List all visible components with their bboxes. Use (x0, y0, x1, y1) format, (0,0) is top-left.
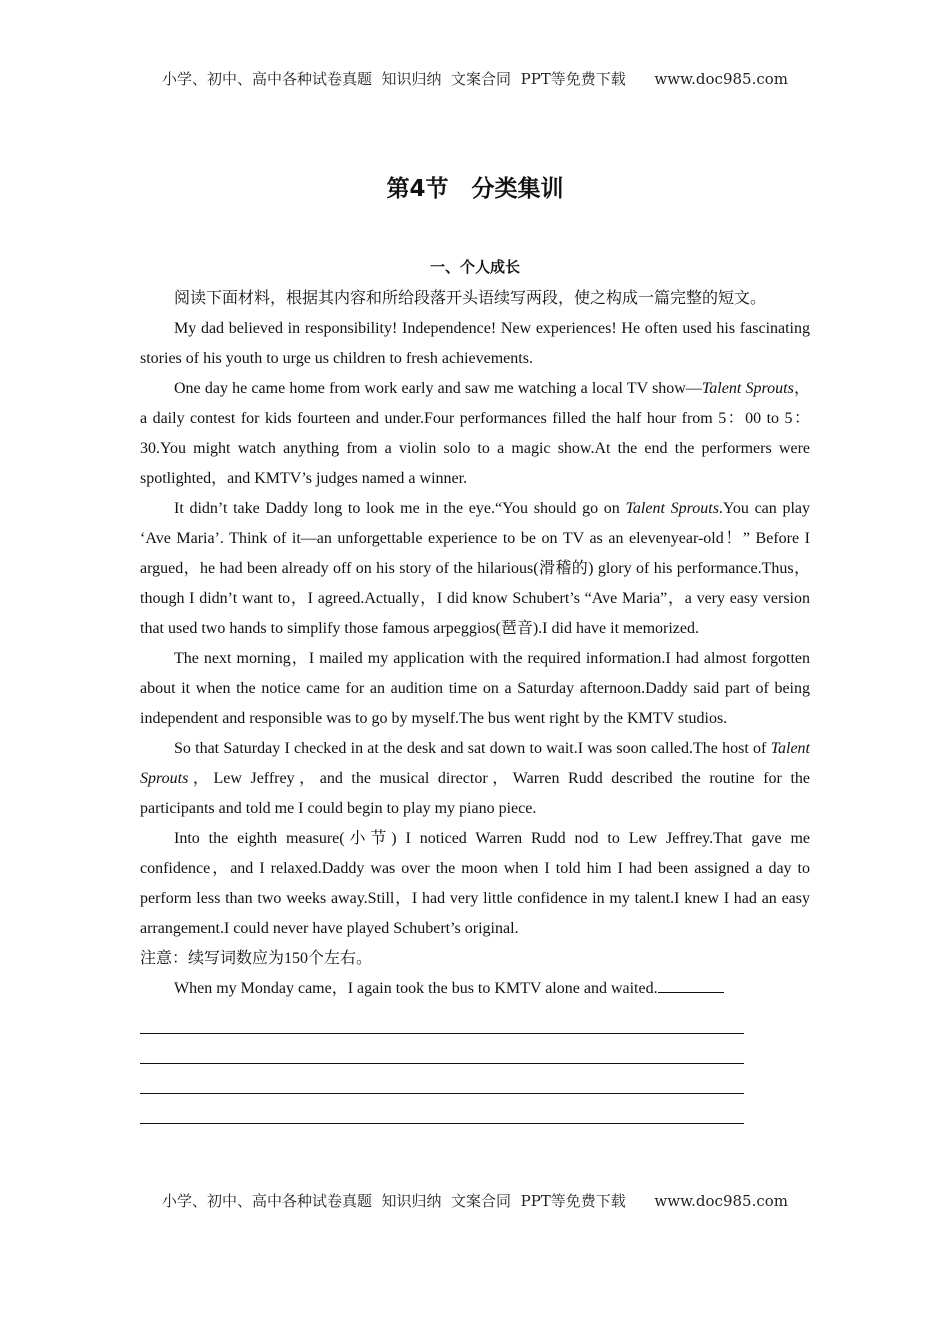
answer-line[interactable] (140, 1034, 744, 1064)
paragraph-1: My dad believed in responsibility! Independence! New experiences! He often used his fascinating stories of his youth to urge us children to fresh achievements. (140, 320, 810, 367)
answer-line[interactable] (140, 1094, 744, 1124)
header-url: www.doc985.com (654, 70, 788, 88)
paragraph-2: One day he came home from work early and saw me watching a local TV show—Talent Sprouts，a daily contest for kids fourteen and under.Four performances filled the half hour from 5：00 to 5：30.You might watch anything from a violin solo to a magic show.At the end the performers were spotlighted，and KMTV’s judges named a winner. (140, 380, 811, 487)
page-footer (0, 1190, 950, 1211)
footer-url: www.doc985.com (654, 1192, 788, 1210)
paragraph-5: So that Saturday I checked in at the desk and sat down to wait.I was soon called.The host of Talent Sprouts，Lew Jeffrey，and the musical director，Warren Rudd described the routine for the participants and told me I could begin to play my piano piece. (140, 740, 810, 817)
answer-blank[interactable] (658, 974, 724, 993)
show-title: Talent Sprouts (625, 500, 719, 517)
paragraph-4: The next morning，I mailed my application with the required information.I had almost forgotten about it when the notice came for an audition time on a Saturday afternoon.Daddy said part of being independent and responsible was to go by myself.The bus went right by the KMTV studios. (140, 650, 810, 727)
continuation-prompt: When my Monday came，I again took the bus to KMTV alone and waited. (140, 974, 810, 1004)
answer-line[interactable] (140, 1004, 744, 1034)
show-title: Talent Sprouts (140, 740, 810, 787)
paragraph-6: Into the eighth measure(小节) I noticed Warren Rudd nod to Lew Jeffrey.That gave me confidence，and I relaxed.Daddy was over the moon when I told him I had been assigned a day to perform less than two weeks away.Still，I had very little confidence in my talent.I knew I had an easy arrangement.I could never have played Schubert’s original. (140, 830, 810, 937)
answer-line[interactable] (140, 1064, 744, 1094)
footer-text: 小学、初中、高中各种试卷真题 知识归纳 文案合同 PPT等免费下载 (161, 1192, 626, 1210)
page-title: 第4节 分类集训 (386, 176, 564, 202)
page-header (0, 68, 950, 89)
paragraph-3: It didn’t take Daddy long to look me in the eye.“You should go on Talent Sprouts.You can play ‘Ave Maria’. Think of it—an unforgettable experience to be on TV as an elevenyear-old！” Before I argued，he had been already off on his story of the hilarious(滑稽的) glory of his performance.Thus，though I didn’t want to，I agreed.Actually，I did know Schubert’s “Ave Maria”，a very easy version that used two hands to simplify those famous arpeggios(琶音).I did have it memorized. (140, 500, 811, 637)
instruction: 阅读下面材料，根据其内容和所给段落开头语续写两段，使之构成一篇完整的短文。 (174, 290, 767, 307)
show-title: Talent Sprouts (701, 380, 794, 397)
word-count-note: 注意：续写词数应为150个左右。 (140, 950, 373, 967)
section-title: 一、个人成长 (429, 258, 520, 276)
document-body (140, 284, 810, 1124)
header-text: 小学、初中、高中各种试卷真题 知识归纳 文案合同 PPT等免费下载 (161, 70, 626, 88)
